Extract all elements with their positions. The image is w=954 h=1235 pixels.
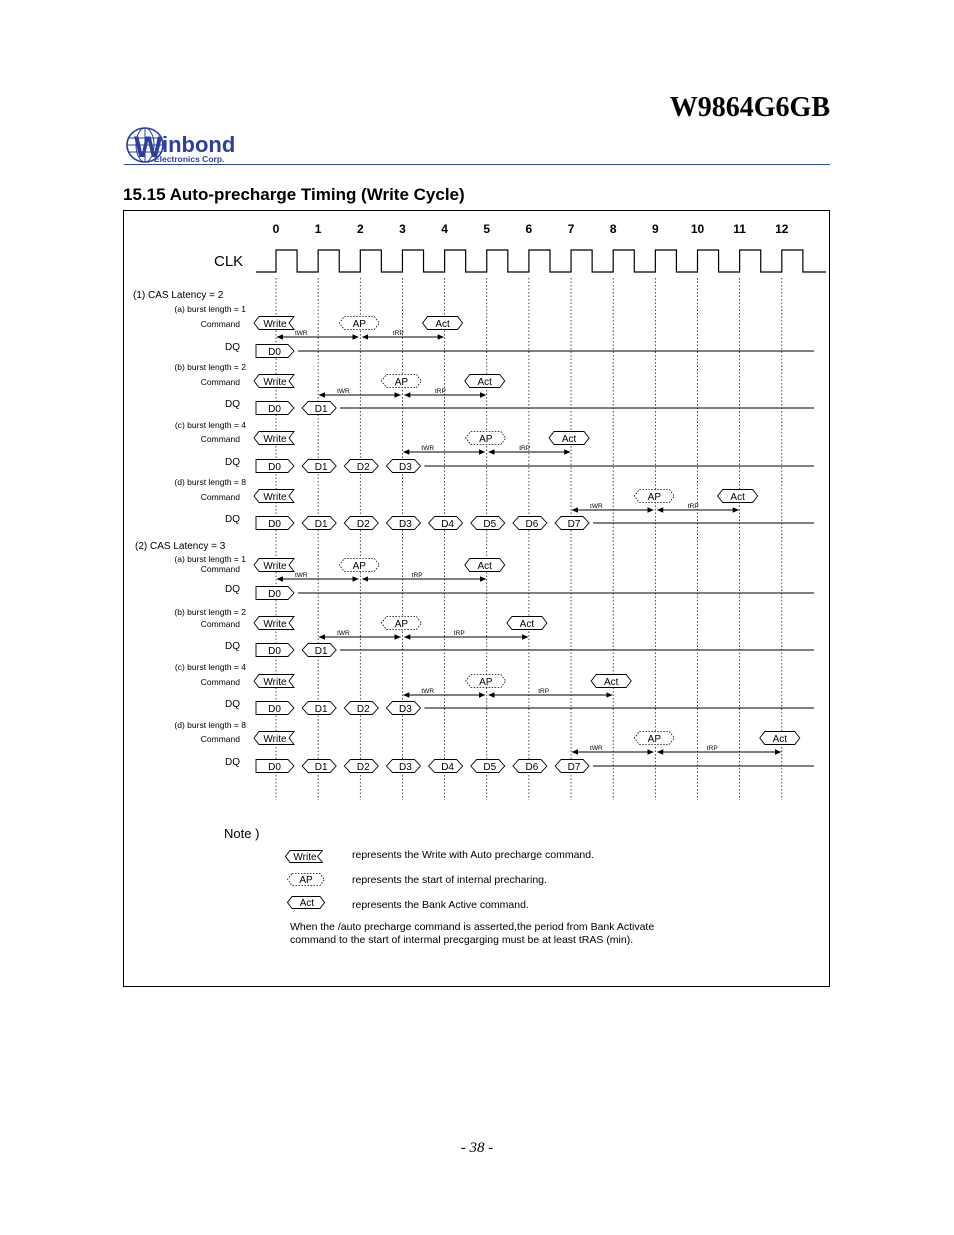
data-word-label: D1 bbox=[314, 403, 328, 415]
cas-latency-title: (2) CAS Latency = 3 bbox=[135, 541, 226, 552]
section-title: 15.15 Auto-precharge Timing (Write Cycle) bbox=[123, 185, 465, 204]
dq-label: DQ bbox=[225, 514, 240, 525]
burst-length-label: (d) burst length = 8 bbox=[174, 720, 246, 730]
twr-label: tWR bbox=[590, 503, 603, 510]
cas-latency-title: (1) CAS Latency = 2 bbox=[133, 290, 224, 301]
data-word-label: D2 bbox=[356, 518, 370, 530]
act-command-label: Act bbox=[561, 433, 577, 445]
ap-command-label: AP bbox=[479, 676, 493, 688]
logo-wordmark: inbond bbox=[162, 132, 236, 157]
command-label: Command bbox=[200, 677, 240, 687]
note-paragraph bbox=[290, 921, 710, 947]
data-word-label: D3 bbox=[399, 518, 412, 530]
data-word-label: D1 bbox=[314, 518, 328, 530]
clk-label: CLK bbox=[214, 253, 244, 270]
logo-subtitle: Electronics Corp. bbox=[154, 154, 225, 164]
data-word-label: D0 bbox=[268, 588, 281, 600]
data-word-label: D6 bbox=[525, 761, 539, 773]
data-word-label: D0 bbox=[268, 403, 281, 415]
dq-label: DQ bbox=[225, 757, 240, 768]
data-word-label: D4 bbox=[441, 518, 454, 530]
data-word-label: D0 bbox=[268, 461, 281, 473]
trp-label: tRP bbox=[453, 630, 465, 637]
note-paragraph-line-2: command to the start of intermal precgarging must be at least tRAS (min). bbox=[290, 934, 634, 946]
trp-label: tRP bbox=[392, 330, 404, 337]
data-word-label: D2 bbox=[356, 703, 370, 715]
dq-label: DQ bbox=[225, 584, 240, 595]
ap-command-label: AP bbox=[394, 376, 409, 388]
data-word-label: D1 bbox=[314, 645, 328, 657]
data-word-label: D2 bbox=[356, 761, 370, 773]
legend-ap-symbol bbox=[287, 873, 325, 886]
page-number: - 38 - bbox=[460, 1140, 494, 1156]
burst-length-label: (c) burst length = 4 bbox=[174, 662, 246, 672]
trp-label: tRP bbox=[706, 745, 718, 752]
twr-label: tWR bbox=[294, 572, 308, 579]
dq-label: DQ bbox=[225, 457, 240, 468]
note-act-desc: represents the Bank Active command. bbox=[352, 899, 529, 911]
act-command-label: Act bbox=[477, 560, 492, 572]
data-word-label: D7 bbox=[567, 761, 581, 773]
write-command-label: Write bbox=[263, 433, 287, 445]
burst-length-label: (d) burst length = 8 bbox=[174, 477, 246, 487]
dq-label: DQ bbox=[225, 399, 240, 410]
act-command-label: Act bbox=[730, 491, 745, 503]
clock-number: 8 bbox=[609, 222, 617, 236]
act-command-label: Act bbox=[772, 733, 788, 745]
clock-number: 12 bbox=[775, 222, 789, 236]
dq-label: DQ bbox=[225, 342, 240, 353]
ap-command-label: AP bbox=[352, 318, 366, 330]
trp-label: tRP bbox=[519, 445, 531, 452]
act-command-label: Act bbox=[477, 376, 492, 388]
command-label: Command bbox=[200, 734, 240, 744]
data-word-label: D3 bbox=[399, 461, 412, 473]
data-word-label: D0 bbox=[268, 346, 281, 358]
clock-number: 0 bbox=[272, 222, 280, 236]
data-word-label: D1 bbox=[314, 761, 328, 773]
trp-label: tRP bbox=[538, 688, 550, 695]
burst-length-label: (c) burst length = 4 bbox=[174, 420, 246, 430]
dq-label: DQ bbox=[225, 699, 240, 710]
data-word-label: D0 bbox=[268, 761, 281, 773]
act-command-label: Act bbox=[435, 318, 450, 330]
twr-label: tWR bbox=[337, 388, 350, 395]
legend-ap-label: AP bbox=[299, 875, 313, 886]
trp-label: tRP bbox=[411, 572, 423, 579]
note-label: Note ) bbox=[224, 826, 260, 841]
trp-label: tRP bbox=[434, 388, 446, 395]
data-word-label: D0 bbox=[268, 703, 281, 715]
command-label: Command bbox=[200, 492, 240, 502]
ap-command-label: AP bbox=[352, 560, 366, 572]
data-word-label: D0 bbox=[268, 518, 281, 530]
clock-number: 7 bbox=[567, 222, 575, 236]
data-word-label: D5 bbox=[483, 761, 497, 773]
twr-label: tWR bbox=[337, 630, 350, 637]
write-command-label: Write bbox=[263, 318, 287, 330]
clock-number: 10 bbox=[690, 222, 705, 236]
dq-label: DQ bbox=[225, 641, 240, 652]
twr-label: tWR bbox=[294, 330, 308, 337]
clk-waveform bbox=[256, 250, 826, 272]
note-paragraph-line-1: When the /auto precharge command is asserted,the period from Bank Activate bbox=[290, 921, 655, 933]
burst-length-label: (b) burst length = 2 bbox=[174, 607, 246, 617]
write-command-label: Write bbox=[263, 376, 287, 388]
clock-number: 2 bbox=[356, 222, 364, 236]
command-label: Command bbox=[200, 619, 240, 629]
twr-label: tWR bbox=[421, 688, 435, 695]
burst-length-label: (a) burst length = 1 bbox=[174, 554, 246, 564]
ap-command-label: AP bbox=[479, 433, 493, 445]
clock-number: 6 bbox=[525, 222, 533, 236]
act-command-label: Act bbox=[603, 676, 619, 688]
clock-number: 5 bbox=[483, 222, 491, 236]
command-label: Command bbox=[200, 377, 240, 387]
twr-label: tWR bbox=[421, 445, 435, 452]
write-command-label: Write bbox=[263, 491, 287, 503]
data-word-label: D0 bbox=[268, 645, 281, 657]
data-word-label: D1 bbox=[314, 703, 328, 715]
command-label: Command bbox=[200, 319, 240, 329]
twr-label: tWR bbox=[590, 745, 603, 752]
write-command-label: Write bbox=[263, 676, 287, 688]
clock-number: 1 bbox=[314, 222, 322, 236]
data-word-label: D3 bbox=[399, 761, 412, 773]
burst-length-label: (b) burst length = 2 bbox=[174, 362, 246, 372]
write-command-label: Write bbox=[263, 618, 287, 630]
clock-number: 4 bbox=[441, 222, 448, 236]
data-word-label: D7 bbox=[567, 518, 581, 530]
ap-command-label: AP bbox=[647, 491, 662, 503]
logo-letter: W bbox=[134, 131, 163, 164]
legend-act-symbol bbox=[287, 896, 325, 909]
write-command-label: Write bbox=[263, 560, 287, 572]
data-word-label: D4 bbox=[441, 761, 454, 773]
clock-number: 9 bbox=[652, 222, 659, 236]
note-ap-desc: represents the start of internal precharing. bbox=[352, 874, 547, 886]
data-word-label: D2 bbox=[356, 461, 370, 473]
trp-label: tRP bbox=[687, 503, 699, 510]
part-number: W9864G6GB bbox=[669, 92, 830, 123]
data-word-label: D6 bbox=[525, 518, 539, 530]
ap-command-label: AP bbox=[394, 618, 409, 630]
legend-write-label: Write bbox=[293, 852, 317, 863]
note-write-desc: represents the Write with Auto precharge command. bbox=[352, 849, 595, 861]
clock-number: 3 bbox=[399, 222, 406, 236]
act-command-label: Act bbox=[519, 618, 535, 630]
legend-act-label: Act bbox=[299, 898, 315, 909]
data-word-label: D5 bbox=[483, 518, 497, 530]
write-command-label: Write bbox=[263, 733, 287, 745]
ap-command-label: AP bbox=[647, 733, 662, 745]
command-label: Command bbox=[200, 564, 240, 574]
burst-length-label: (a) burst length = 1 bbox=[174, 304, 246, 314]
data-word-label: D1 bbox=[314, 461, 328, 473]
command-label: Command bbox=[200, 434, 240, 444]
data-word-label: D3 bbox=[399, 703, 412, 715]
clock-number: 11 bbox=[733, 222, 746, 236]
legend-write-symbol bbox=[285, 850, 323, 863]
